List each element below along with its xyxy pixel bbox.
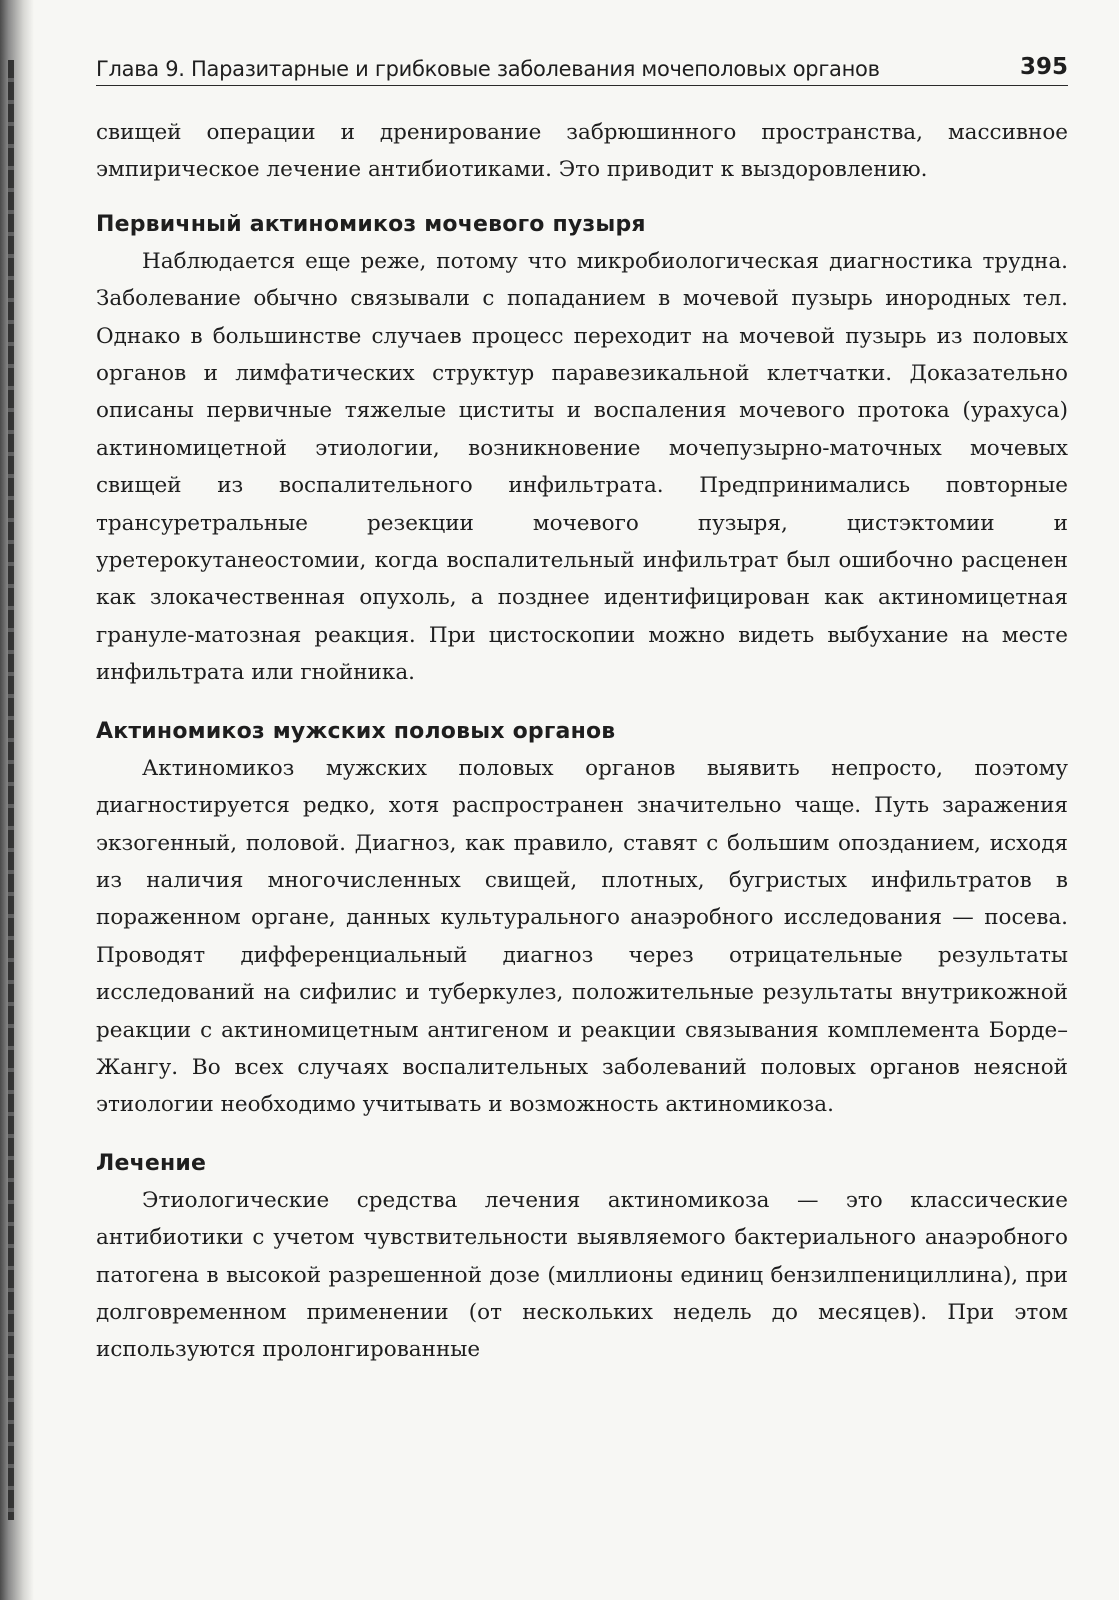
- page-body: [96, 114, 1068, 1369]
- intro-paragraph: свищей операции и дренирование забрюшинного пространства, массивное эмпирическое лечение антибиотиками. Это приводит к выздоровлению.: [96, 120, 1068, 183]
- binding-edge: [8, 60, 14, 1520]
- page-number: 395: [1019, 54, 1068, 80]
- chapter-title: Глава 9. Паразитарные и грибковые заболевания мочеполовых органов: [96, 57, 880, 81]
- section-heading-treatment: Лечение: [96, 1150, 207, 1176]
- paragraph-treatment: Этиологические средства лечения актиномикоза — это классические антибиотики с учетом чувствительности выявляемого бактериального анаэробного патогена в высокой разрешенной дозе (миллионы единиц бензилпенициллина), при долговременном применении (от нескольких недель до месяцев). При этом используются пролонгированные: [96, 1187, 1068, 1363]
- paragraph-bladder: Наблюдается еще реже, потому что микробиологическая диагностика трудна. Заболевание обычно связывали с попаданием в мочевой пузырь инородных тел. Однако в большинстве случаев процесс переходит на мочевой пузырь из половых органов и лимфатических структур паравезикальной клетчатки. Доказательно описаны первичные тяжелые циститы и воспаления мочевого протока (урахуса) актиномицетной этиологии, возникновение мочепузырно-маточных мочевых свищей из воспалительного инфильтрата. Предпринимались повторные трансуретральные резекции мочевого пузыря, цистэктомии и уретерокутанеостомии, когда воспалительный инфильтрат был ошибочно расценен как злокачественная опухоль, а позднее идентифицирован как актиномицетная грануле-матозная реакция. При цистоскопии можно видеть выбухание на месте инфильтрата или гнойника.: [96, 248, 1068, 686]
- book-spine-shadow: [0, 0, 34, 1600]
- section-heading-male: Актиномикоз мужских половых органов: [96, 718, 616, 744]
- section-heading-bladder: Первичный актиномикоз мочевого пузыря: [96, 211, 646, 237]
- running-header: [96, 55, 1068, 86]
- paragraph-male: Актиномикоз мужских половых органов выявить непросто, поэтому диагностируется редко, хотя распространен значительно чаще. Путь заражения экзогенный, половой. Диагноз, как правило, ставят с большим опозданием, исходя из наличия многочисленных свищей, плотных, бугристых инфильтратов в пораженном органе, данных культурального анаэробного исследования — посева. Проводят дифференциальный диагноз через отрицательные результаты исследований на сифилис и туберкулез, положительные результаты внутрикожной реакции с актиномицетным антигеном и реакции связывания комплемента Борде–Жангу. Во всех случаях воспалительных заболеваний половых органов неясной этиологии необходимо учитывать и возможность актиномикоза.: [96, 755, 1068, 1118]
